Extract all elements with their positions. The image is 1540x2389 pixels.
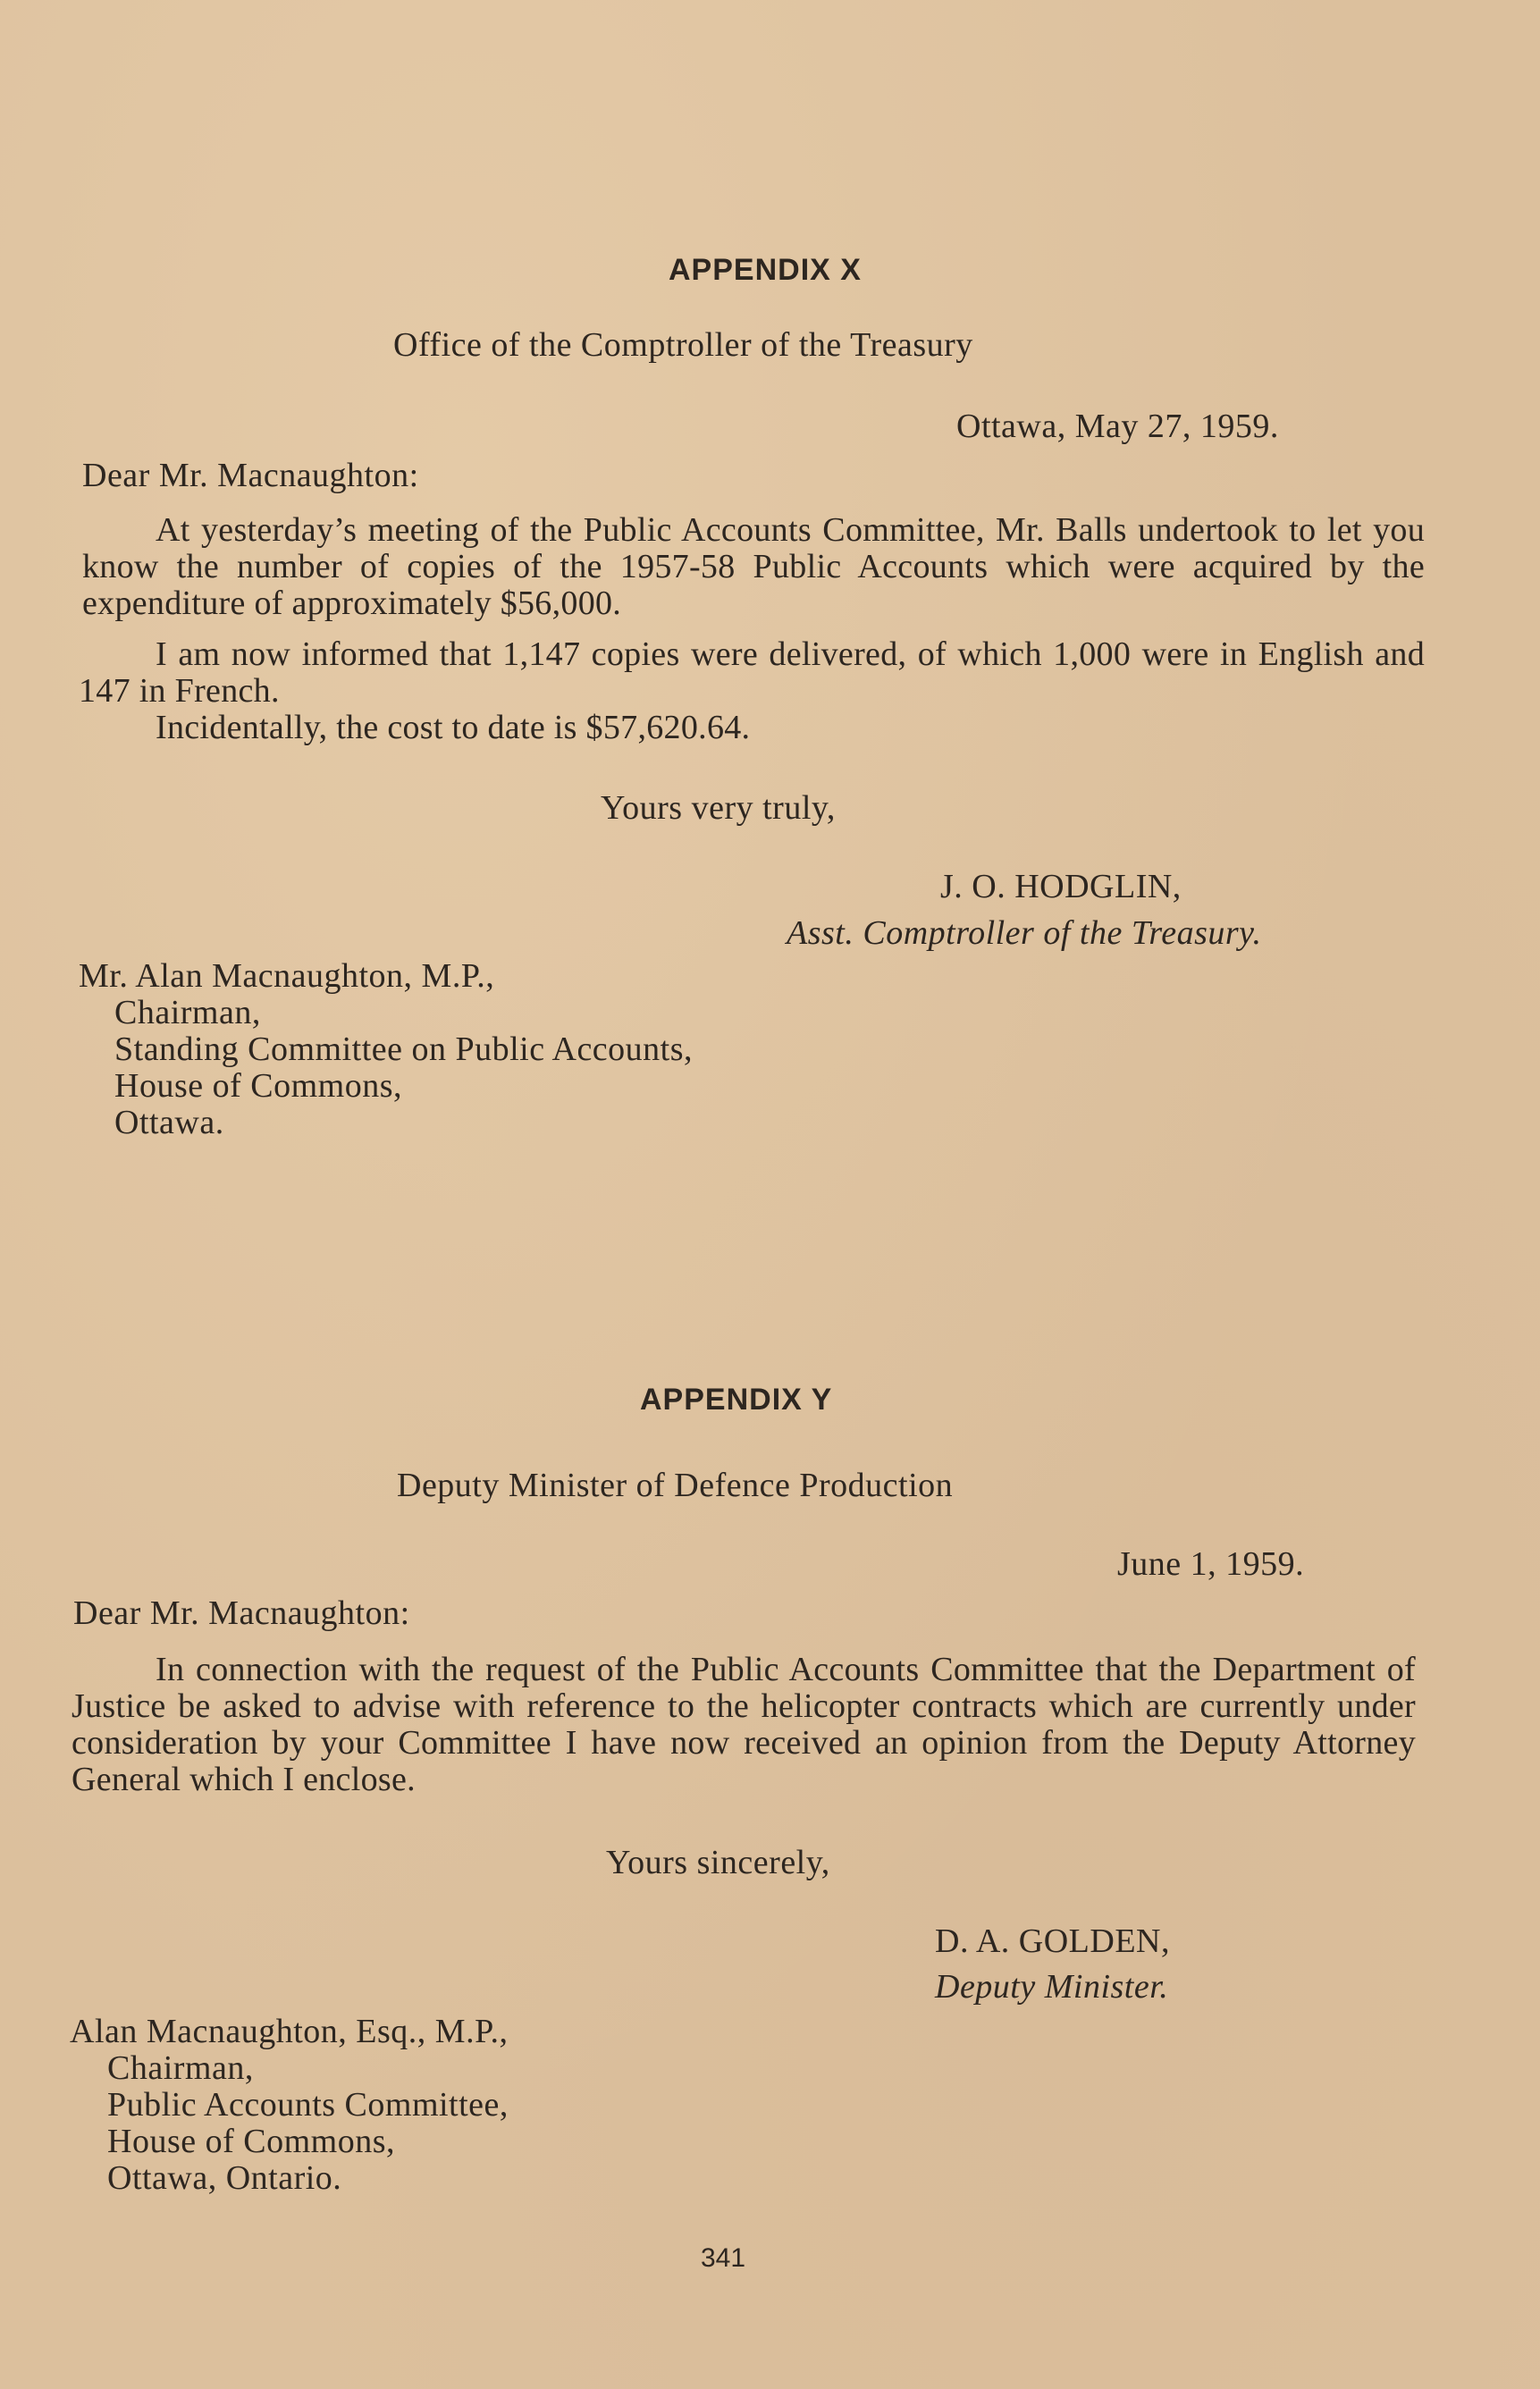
appendix-x-office: Office of the Comptroller of the Treasury [393,326,973,364]
appendix-y-salutation: Dear Mr. Macnaughton: [73,1594,410,1632]
page-number: 341 [701,2243,746,2273]
appendix-x-address-block [79,958,693,1141]
appendix-x-dateline: Ottawa, May 27, 1959. [956,408,1279,445]
address-line: Ottawa, Ontario. [107,2159,342,2197]
appendix-y-office: Deputy Minister of Defence Production [397,1467,954,1504]
address-line: House of Commons, [107,2123,395,2160]
address-line: Public Accounts Committee, [107,2086,509,2124]
appendix-x-title: APPENDIX X [669,253,862,287]
appendix-y-closing: Yours sincerely, [606,1844,830,1881]
address-line: Chairman, [114,994,261,1031]
appendix-x-paragraph-2: I am now informed that 1,147 copies were delivered, of which 1,000 were in English and 147 in French. [79,635,1425,710]
address-line: House of Commons, [114,1067,402,1105]
appendix-x-paragraph-3: Incidentally, the cost to date is $57,620.64. [156,709,751,746]
address-line: Mr. Alan Macnaughton, M.P., [79,957,495,995]
appendix-y-paragraph-1: In connection with the request of the Public Accounts Committee that the Department of Justice be asked to advise with reference to the helicopter contracts which are currently under consideration by your Committee I have now received an opinion from the Deputy Attorney General which I enclose. [72,1651,1416,1798]
address-line: Chairman, [107,2049,254,2087]
appendix-x-signer-title: Asst. Comptroller of the Treasury. [787,914,1262,952]
appendix-x-salutation: Dear Mr. Macnaughton: [82,457,419,494]
address-line: Standing Committee on Public Accounts, [114,1030,694,1068]
appendix-x-signer-name: J. O. HODGLIN, [940,868,1182,905]
appendix-x-closing: Yours very truly, [601,789,836,827]
appendix-y-title: APPENDIX Y [640,1383,833,1417]
appendix-y-signer-title: Deputy Minister. [935,1968,1169,2006]
appendix-y-address-block [70,2014,509,2197]
appendix-x-paragraph-1: At yesterday’s meeting of the Public Accounts Committee, Mr. Balls undertook to let you know the number of copies of the 1957-58 Public Accounts which were acquired by the expenditure of approximately $56,000. [82,511,1425,622]
address-line: Ottawa. [114,1104,224,1141]
appendix-y-signer-name: D. A. GOLDEN, [935,1922,1170,1960]
address-line: Alan Macnaughton, Esq., M.P., [70,2013,509,2050]
appendix-y-dateline: June 1, 1959. [1117,1545,1305,1583]
